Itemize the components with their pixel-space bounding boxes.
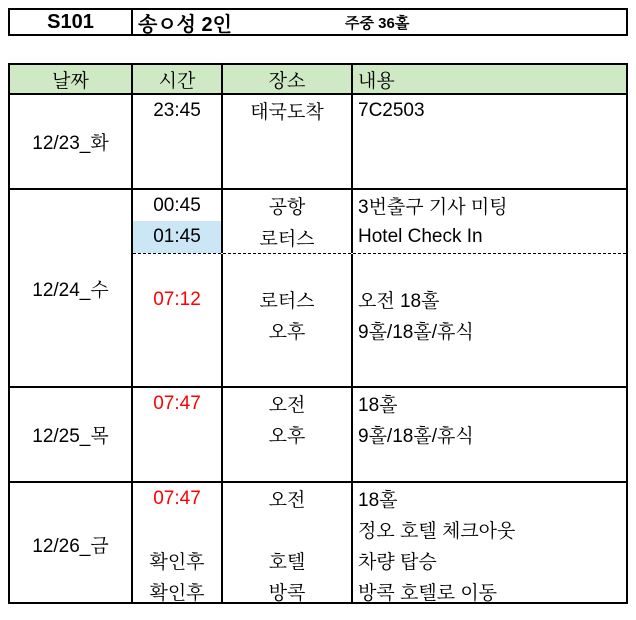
- header-time: 시간: [133, 65, 223, 93]
- schedule-line: [133, 545, 626, 576]
- place-cell: 오전: [223, 388, 353, 419]
- itinerary-table: [8, 63, 628, 604]
- schedule-line: [133, 190, 626, 221]
- table-row: [10, 483, 626, 604]
- schedule-line: [133, 483, 626, 514]
- time-cell: [133, 419, 223, 450]
- content-cell: 3번출구 기사 미팅: [358, 197, 508, 218]
- schedule-line-empty: [133, 346, 626, 386]
- time-cell: [133, 514, 223, 545]
- schedule-line: [133, 514, 626, 545]
- schedule-line: [133, 315, 626, 346]
- table-header-row: [10, 65, 626, 95]
- trip-note: 주중 36홀: [345, 14, 410, 32]
- place-cell: 오후: [223, 315, 353, 346]
- content-cell: 7C2503: [358, 99, 425, 121]
- date-cell: 12/26_금: [10, 483, 133, 604]
- place-cell: 공항: [223, 190, 353, 221]
- place-cell: 방콕: [223, 576, 353, 604]
- schedule-line-empty: [133, 126, 626, 188]
- schedule-line-empty: [133, 450, 626, 481]
- schedule-line: [133, 284, 626, 315]
- header-content: 내용: [358, 70, 395, 92]
- trip-header-right: [133, 10, 626, 34]
- time-cell: 확인후: [133, 576, 223, 604]
- time-cell: 00:45: [133, 190, 223, 221]
- date-cell: 12/25_목: [10, 388, 133, 481]
- table-row: [10, 190, 626, 388]
- header-place: 장소: [223, 65, 353, 93]
- place-cell: 태국도착: [223, 95, 353, 126]
- schedule-line: [133, 419, 626, 450]
- content-cell: Hotel Check In: [358, 226, 483, 247]
- place-cell: 로터스: [223, 284, 353, 315]
- content-cell: 방콕 호텔로 이동: [358, 582, 498, 604]
- place-cell: 로터스: [223, 221, 353, 253]
- content-cell: 차량 탑승: [358, 552, 437, 573]
- schedule-line: [133, 576, 626, 604]
- content-cell: 오전 18홀: [358, 291, 440, 312]
- table-row: [10, 388, 626, 483]
- schedule-line: [133, 95, 626, 126]
- date-cell: 12/23_화: [10, 95, 133, 188]
- table-row: [10, 95, 626, 190]
- schedule-line: [133, 388, 626, 419]
- place-cell: 오전: [223, 483, 353, 514]
- row-lines: [133, 190, 626, 386]
- time-cell-highlighted: 01:45: [133, 221, 223, 253]
- schedule-line-empty: [133, 254, 626, 284]
- row-lines: [133, 388, 626, 481]
- content-cell: 18홀: [358, 490, 398, 511]
- trip-header-table: [8, 8, 628, 36]
- time-cell-tee-time: 07:12: [133, 284, 223, 315]
- time-cell-tee-time: 07:47: [133, 483, 223, 514]
- schedule-line: [133, 221, 626, 254]
- place-cell: 오후: [223, 419, 353, 450]
- place-cell: [223, 514, 353, 545]
- row-lines: [133, 483, 626, 604]
- content-cell: 9홀/18홀/휴식: [358, 322, 474, 343]
- time-cell: [133, 315, 223, 346]
- header-date: 날짜: [10, 65, 133, 93]
- trip-code: S101: [10, 10, 133, 34]
- time-cell: 확인후: [133, 545, 223, 576]
- content-cell: 9홀/18홀/휴식: [358, 426, 474, 447]
- time-cell: 23:45: [133, 95, 223, 126]
- row-lines: [133, 95, 626, 188]
- content-cell: 정오 호텔 체크아웃: [358, 521, 516, 542]
- place-cell: 호텔: [223, 545, 353, 576]
- date-cell: 12/24_수: [10, 190, 133, 386]
- customer-name: 송ㅇ성 2인: [138, 13, 232, 36]
- time-cell-tee-time: 07:47: [133, 388, 223, 419]
- content-cell: 18홀: [358, 395, 398, 416]
